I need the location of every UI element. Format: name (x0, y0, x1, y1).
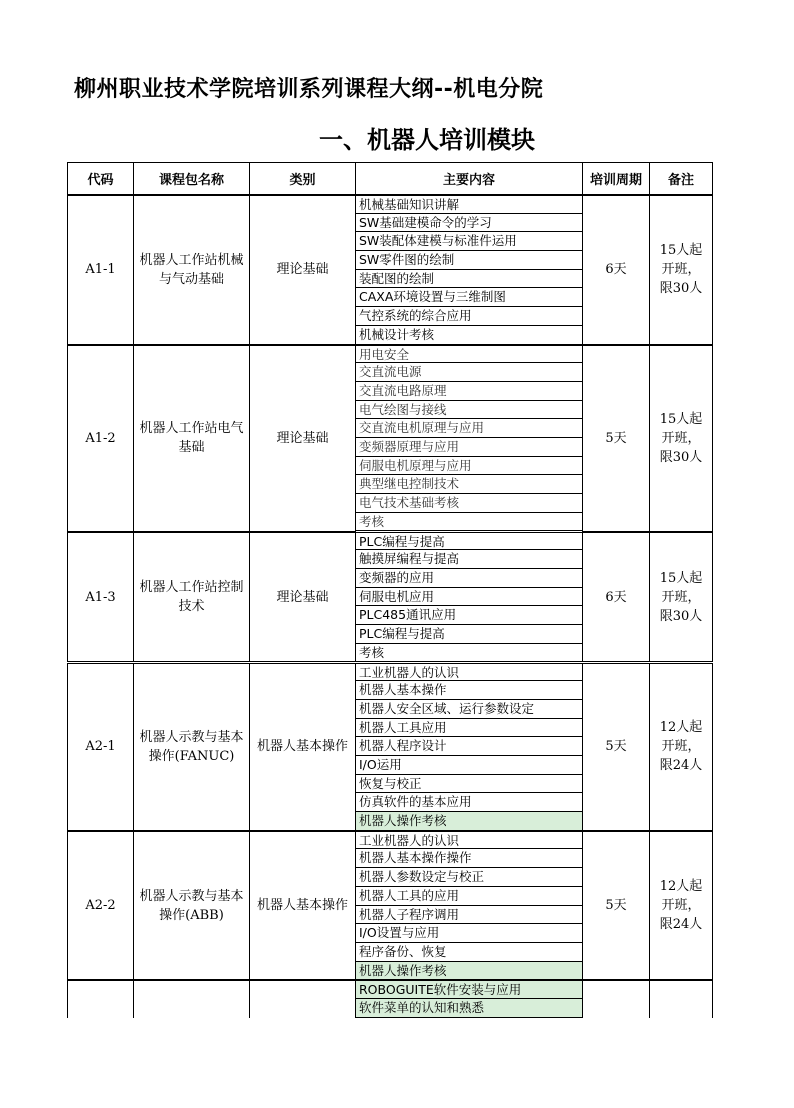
header-code: 代码 (67, 162, 134, 195)
content-item: 恢复与校正 (355, 775, 583, 794)
content-item: 仿真软件的基本应用 (355, 793, 583, 812)
header-period: 培训周期 (582, 162, 650, 195)
content-item: 工业机器人的认识 (355, 663, 583, 682)
header-category: 类别 (249, 162, 356, 195)
content-item: 伺服电机原理与应用 (355, 457, 583, 476)
cell-period: 6天 (582, 195, 650, 345)
cell-note: 12人起 开班， 限24人 (649, 831, 713, 981)
content-item: I/O设置与应用 (355, 924, 583, 943)
cell-category: 机器人基本操作 (249, 663, 356, 831)
content-list (355, 831, 583, 981)
cell-category: 机器人基本操作 (249, 831, 356, 981)
content-item: 机器人参数设定与校正 (355, 868, 583, 887)
table-row (67, 195, 713, 345)
document-title: 柳州职业技术学院培训系列课程大纲--机电分院 (74, 77, 544, 102)
table-row (67, 980, 713, 1017)
cell-package: 机器人工作站控制技术 (133, 532, 250, 663)
cell-period: 5天 (582, 345, 650, 532)
header-package: 课程包名称 (133, 162, 250, 195)
cell-note: 12人起 开班， 限24人 (649, 663, 713, 831)
content-item: SW基础建模命令的学习 (355, 214, 583, 233)
content-item: 气控系统的综合应用 (355, 307, 583, 326)
cell-code: A1-2 (67, 345, 134, 532)
content-item: 机器人操作考核 (355, 962, 583, 981)
content-item: 装配图的绘制 (355, 270, 583, 289)
content-item: 机械基础知识讲解 (355, 195, 583, 214)
cell-category (249, 980, 356, 1018)
cell-package: 机器人示教与基本操作(ABB) (133, 831, 250, 981)
content-item: 变频器原理与应用 (355, 438, 583, 457)
cell-note: 15人起 开班， 限30人 (649, 532, 713, 663)
cell-period (582, 980, 650, 1018)
content-item: 变频器的应用 (355, 569, 583, 588)
header-note: 备注 (649, 162, 713, 195)
cell-package (133, 980, 250, 1018)
content-item: 机器人子程序调用 (355, 906, 583, 925)
content-item: PLC编程与提高 (355, 532, 583, 551)
content-item: 用电安全 (355, 345, 583, 364)
cell-category: 理论基础 (249, 532, 356, 663)
table-row (67, 532, 713, 663)
content-item: 伺服电机应用 (355, 588, 583, 607)
content-item: 电气技术基础考核 (355, 494, 583, 513)
table-header-row (67, 162, 713, 195)
content-item: 机器人基本操作 (355, 681, 583, 700)
cell-code: A2-1 (67, 663, 134, 831)
cell-period: 5天 (582, 663, 650, 831)
content-item: 考核 (355, 644, 583, 663)
content-item: 程序备份、恢复 (355, 943, 583, 962)
header-content: 主要内容 (355, 162, 583, 195)
content-list (355, 345, 583, 532)
cell-note (649, 980, 713, 1018)
cell-package: 机器人示教与基本操作(FANUC) (133, 663, 250, 831)
cell-package: 机器人工作站电气基础 (133, 345, 250, 532)
content-item: 机器人工具应用 (355, 719, 583, 738)
cell-code: A1-3 (67, 532, 134, 663)
content-item: I/O运用 (355, 756, 583, 775)
cell-category: 理论基础 (249, 195, 356, 345)
content-item: 软件菜单的认知和熟悉 (355, 999, 583, 1018)
content-item: 典型继电控制技术 (355, 475, 583, 494)
content-item: 机器人安全区域、运行参数设定 (355, 700, 583, 719)
cell-code (67, 980, 134, 1018)
cell-period: 6天 (582, 532, 650, 663)
content-item: 触摸屏编程与提高 (355, 550, 583, 569)
content-list (355, 980, 583, 1017)
content-item: PLC485通讯应用 (355, 606, 583, 625)
content-item: CAXA环境设置与三维制图 (355, 288, 583, 307)
content-item: 机器人程序设计 (355, 737, 583, 756)
content-list (355, 532, 583, 663)
cell-note: 15人起 开班， 限30人 (649, 195, 713, 345)
content-item: 交直流电源 (355, 363, 583, 382)
content-item: 电气绘图与接线 (355, 401, 583, 420)
content-item: SW零件图的绘制 (355, 251, 583, 270)
content-list (355, 195, 583, 345)
cell-category: 理论基础 (249, 345, 356, 532)
cell-note: 15人起 开班， 限30人 (649, 345, 713, 532)
content-item: 机器人操作考核 (355, 812, 583, 831)
content-item: 工业机器人的认识 (355, 831, 583, 850)
content-item: 机器人工具的应用 (355, 887, 583, 906)
content-item: SW装配体建模与标准件运用 (355, 232, 583, 251)
table-row (67, 663, 713, 831)
table-row (67, 831, 713, 981)
course-table (67, 162, 713, 1018)
content-item: 机械设计考核 (355, 326, 583, 345)
content-item: 考核 (355, 513, 583, 532)
table-row (67, 345, 713, 532)
section-title: 一、机器人培训模块 (319, 126, 535, 154)
content-item: 交直流电路原理 (355, 382, 583, 401)
content-item: 交直流电机原理与应用 (355, 419, 583, 438)
content-item: ROBOGUITE软件安装与应用 (355, 980, 583, 999)
content-list (355, 663, 583, 831)
cell-code: A1-1 (67, 195, 134, 345)
cell-code: A2-2 (67, 831, 134, 981)
cell-period: 5天 (582, 831, 650, 981)
content-item: 机器人基本操作操作 (355, 849, 583, 868)
cell-package: 机器人工作站机械与气动基础 (133, 195, 250, 345)
content-item: PLC编程与提高 (355, 625, 583, 644)
